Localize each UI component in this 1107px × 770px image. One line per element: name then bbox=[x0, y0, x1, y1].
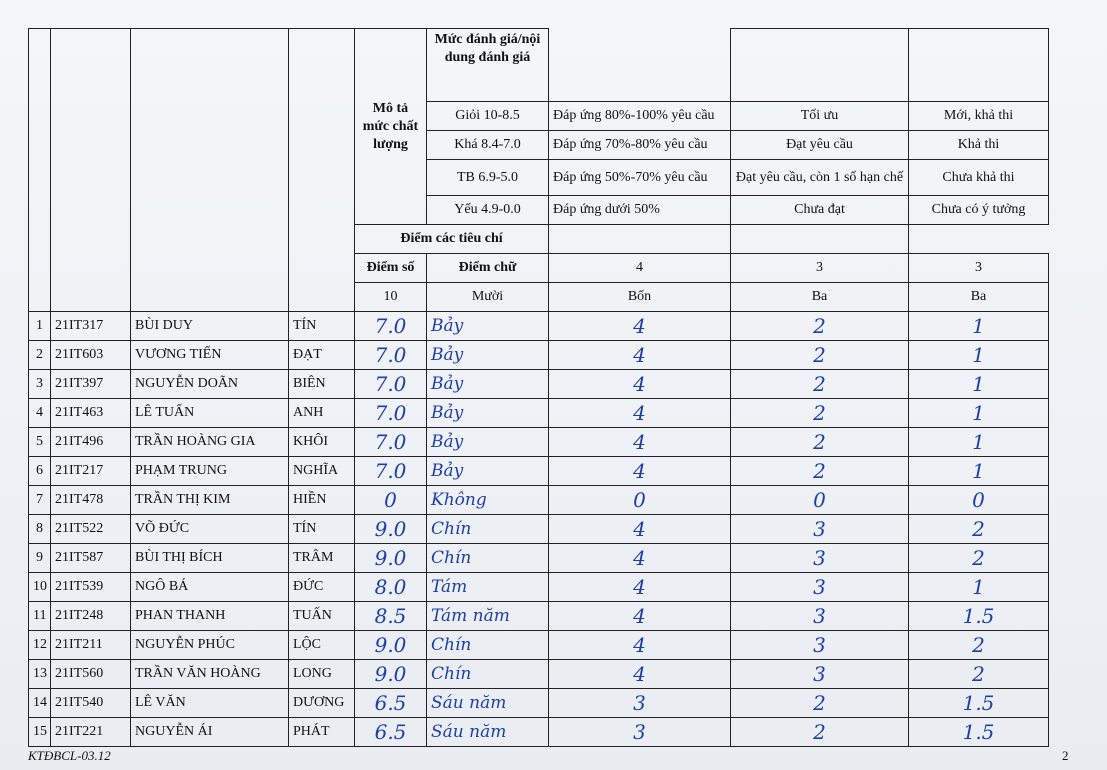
total-score: 7.0 bbox=[355, 370, 427, 399]
student-last-name: LÊ VĂN bbox=[131, 689, 289, 718]
criterion3-score: 1 bbox=[909, 399, 1049, 428]
criterion1-score: 4 bbox=[549, 631, 731, 660]
criterion3-max-word: Ba bbox=[909, 283, 1049, 312]
student-id: 21IT540 bbox=[51, 689, 131, 718]
level-feasibility: Khả thi bbox=[909, 131, 1049, 160]
header-blank-id bbox=[51, 29, 131, 312]
student-id: 21IT463 bbox=[51, 399, 131, 428]
criterion3-max: 3 bbox=[909, 254, 1049, 283]
criterion3-score: 2 bbox=[909, 631, 1049, 660]
student-row bbox=[29, 457, 1049, 486]
student-row bbox=[29, 689, 1049, 718]
student-last-name: VƯƠNG TIẾN bbox=[131, 341, 289, 370]
criterion2-score: 3 bbox=[731, 602, 909, 631]
level-grade: Khá 8.4-7.0 bbox=[427, 131, 549, 160]
level-optimization: Đạt yêu cầu, còn 1 số hạn chế bbox=[731, 160, 909, 196]
student-id: 21IT211 bbox=[51, 631, 131, 660]
level-grade: Giỏi 10-8.5 bbox=[427, 102, 549, 131]
student-first-name: PHÁT bbox=[289, 718, 355, 747]
score-in-words: Chín bbox=[427, 631, 549, 660]
student-index: 4 bbox=[29, 399, 51, 428]
quality-description-label: Mô tả mức chất lượng bbox=[355, 29, 427, 225]
header-blank-opt bbox=[731, 29, 909, 102]
student-row bbox=[29, 631, 1049, 660]
student-id: 21IT539 bbox=[51, 573, 131, 602]
criteria-title: Điểm các tiêu chí bbox=[355, 225, 549, 254]
criterion3-score: 1 bbox=[909, 428, 1049, 457]
student-first-name: DƯƠNG bbox=[289, 689, 355, 718]
grading-table bbox=[28, 28, 1049, 747]
criterion2-score: 3 bbox=[731, 631, 909, 660]
student-first-name: NGHĨA bbox=[289, 457, 355, 486]
score-in-words: Bảy bbox=[427, 341, 549, 370]
total-score: 9.0 bbox=[355, 515, 427, 544]
student-index: 8 bbox=[29, 515, 51, 544]
student-last-name: NGÔ BÁ bbox=[131, 573, 289, 602]
criterion1-score: 4 bbox=[549, 573, 731, 602]
criterion2-score: 2 bbox=[731, 689, 909, 718]
student-row bbox=[29, 718, 1049, 747]
student-row bbox=[29, 602, 1049, 631]
criterion1-score: 3 bbox=[549, 718, 731, 747]
criterion1-score: 4 bbox=[549, 341, 731, 370]
score-number-label: Điểm số bbox=[355, 254, 427, 283]
criterion2-max: 3 bbox=[731, 254, 909, 283]
level-optimization: Tối ưu bbox=[731, 102, 909, 131]
student-first-name: ANH bbox=[289, 399, 355, 428]
student-last-name: PHAN THANH bbox=[131, 602, 289, 631]
page-number: 2 bbox=[1062, 748, 1069, 763]
max-total-word: Mười bbox=[427, 283, 549, 312]
criterion1-score: 4 bbox=[549, 602, 731, 631]
criterion2-score: 3 bbox=[731, 573, 909, 602]
student-last-name: NGUYỄN DOÃN bbox=[131, 370, 289, 399]
criterion1-score: 4 bbox=[549, 399, 731, 428]
criterion1-max: 4 bbox=[549, 254, 731, 283]
student-first-name: TÍN bbox=[289, 515, 355, 544]
criterion2-score: 2 bbox=[731, 399, 909, 428]
total-score: 9.0 bbox=[355, 660, 427, 689]
student-index: 9 bbox=[29, 544, 51, 573]
assessment-title: Mức đánh giá/nội dung đánh giá bbox=[427, 29, 549, 102]
header-blank-req bbox=[549, 29, 731, 102]
header-blank-no bbox=[29, 29, 51, 312]
criteria-blank-2 bbox=[731, 225, 909, 254]
student-first-name: TÍN bbox=[289, 312, 355, 341]
criterion3-score: 1 bbox=[909, 370, 1049, 399]
level-requirement: Đáp ứng 70%-80% yêu cầu bbox=[549, 131, 731, 160]
total-score: 9.0 bbox=[355, 631, 427, 660]
student-first-name: ĐẠT bbox=[289, 341, 355, 370]
criteria-blank-1 bbox=[549, 225, 731, 254]
student-index: 11 bbox=[29, 602, 51, 631]
student-row bbox=[29, 341, 1049, 370]
student-id: 21IT397 bbox=[51, 370, 131, 399]
score-in-words: Tám bbox=[427, 573, 549, 602]
student-id: 21IT603 bbox=[51, 341, 131, 370]
score-in-words: Bảy bbox=[427, 312, 549, 341]
criterion3-score: 1 bbox=[909, 312, 1049, 341]
total-score: 7.0 bbox=[355, 341, 427, 370]
student-id: 21IT317 bbox=[51, 312, 131, 341]
student-row bbox=[29, 486, 1049, 515]
level-grade: Yếu 4.9-0.0 bbox=[427, 196, 549, 225]
criterion1-score: 0 bbox=[549, 486, 731, 515]
criterion3-score: 1.5 bbox=[909, 602, 1049, 631]
level-requirement: Đáp ứng 50%-70% yêu cầu bbox=[549, 160, 731, 196]
student-id: 21IT478 bbox=[51, 486, 131, 515]
criterion2-score: 3 bbox=[731, 544, 909, 573]
student-id: 21IT496 bbox=[51, 428, 131, 457]
score-in-words: Chín bbox=[427, 544, 549, 573]
student-index: 6 bbox=[29, 457, 51, 486]
criterion1-score: 4 bbox=[549, 370, 731, 399]
criterion1-score: 3 bbox=[549, 689, 731, 718]
criterion3-score: 2 bbox=[909, 544, 1049, 573]
score-in-words: Bảy bbox=[427, 457, 549, 486]
score-in-words: Bảy bbox=[427, 428, 549, 457]
total-score: 7.0 bbox=[355, 312, 427, 341]
level-optimization: Đạt yêu cầu bbox=[731, 131, 909, 160]
total-score: 7.0 bbox=[355, 457, 427, 486]
student-first-name: LONG bbox=[289, 660, 355, 689]
student-index: 15 bbox=[29, 718, 51, 747]
score-in-words: Bảy bbox=[427, 399, 549, 428]
criterion2-score: 2 bbox=[731, 457, 909, 486]
max-total-number: 10 bbox=[355, 283, 427, 312]
criterion2-score: 3 bbox=[731, 660, 909, 689]
criterion3-score: 1.5 bbox=[909, 718, 1049, 747]
score-in-words: Bảy bbox=[427, 370, 549, 399]
student-id: 21IT221 bbox=[51, 718, 131, 747]
student-first-name: TUẤN bbox=[289, 602, 355, 631]
criterion3-score: 2 bbox=[909, 660, 1049, 689]
criterion1-score: 4 bbox=[549, 660, 731, 689]
student-last-name: PHẠM TRUNG bbox=[131, 457, 289, 486]
score-in-words: Sáu năm bbox=[427, 718, 549, 747]
student-last-name: TRẦN THỊ KIM bbox=[131, 486, 289, 515]
student-row bbox=[29, 312, 1049, 341]
score-in-words: Không bbox=[427, 486, 549, 515]
student-last-name: NGUYỄN ÁI bbox=[131, 718, 289, 747]
score-in-words: Tám năm bbox=[427, 602, 549, 631]
student-index: 12 bbox=[29, 631, 51, 660]
criterion1-score: 4 bbox=[549, 515, 731, 544]
total-score: 8.0 bbox=[355, 573, 427, 602]
student-index: 7 bbox=[29, 486, 51, 515]
criterion1-score: 4 bbox=[549, 428, 731, 457]
student-row bbox=[29, 428, 1049, 457]
student-index: 2 bbox=[29, 341, 51, 370]
total-score: 7.0 bbox=[355, 399, 427, 428]
criterion1-max-word: Bốn bbox=[549, 283, 731, 312]
criterion2-score: 2 bbox=[731, 341, 909, 370]
student-last-name: VÕ ĐỨC bbox=[131, 515, 289, 544]
total-score: 7.0 bbox=[355, 428, 427, 457]
score-word-label: Điểm chữ bbox=[427, 254, 549, 283]
header-blank-feas bbox=[909, 29, 1049, 102]
criterion2-score: 2 bbox=[731, 428, 909, 457]
student-id: 21IT560 bbox=[51, 660, 131, 689]
student-id: 21IT587 bbox=[51, 544, 131, 573]
criterion2-score: 2 bbox=[731, 718, 909, 747]
student-last-name: BÙI DUY bbox=[131, 312, 289, 341]
criterion2-max-word: Ba bbox=[731, 283, 909, 312]
criterion1-score: 4 bbox=[549, 457, 731, 486]
student-last-name: NGUYỄN PHÚC bbox=[131, 631, 289, 660]
student-row bbox=[29, 370, 1049, 399]
total-score: 0 bbox=[355, 486, 427, 515]
criterion2-score: 0 bbox=[731, 486, 909, 515]
level-requirement: Đáp ứng dưới 50% bbox=[549, 196, 731, 225]
criterion3-score: 1 bbox=[909, 457, 1049, 486]
criterion1-score: 4 bbox=[549, 312, 731, 341]
student-first-name: TRÂM bbox=[289, 544, 355, 573]
student-id: 21IT248 bbox=[51, 602, 131, 631]
student-first-name: BIÊN bbox=[289, 370, 355, 399]
criterion2-score: 2 bbox=[731, 370, 909, 399]
student-index: 10 bbox=[29, 573, 51, 602]
student-last-name: LÊ TUẤN bbox=[131, 399, 289, 428]
student-first-name: LỘC bbox=[289, 631, 355, 660]
criterion3-score: 1 bbox=[909, 341, 1049, 370]
total-score: 9.0 bbox=[355, 544, 427, 573]
level-feasibility: Mới, khả thi bbox=[909, 102, 1049, 131]
criterion3-score: 1 bbox=[909, 573, 1049, 602]
student-index: 13 bbox=[29, 660, 51, 689]
student-id: 21IT217 bbox=[51, 457, 131, 486]
student-index: 1 bbox=[29, 312, 51, 341]
score-in-words: Sáu năm bbox=[427, 689, 549, 718]
student-row bbox=[29, 399, 1049, 428]
student-last-name: BÙI THỊ BÍCH bbox=[131, 544, 289, 573]
student-index: 14 bbox=[29, 689, 51, 718]
header-row-title bbox=[29, 29, 1049, 102]
header-blank-firstname bbox=[289, 29, 355, 312]
level-requirement: Đáp ứng 80%-100% yêu cầu bbox=[549, 102, 731, 131]
level-grade: TB 6.9-5.0 bbox=[427, 160, 549, 196]
criterion2-score: 3 bbox=[731, 515, 909, 544]
level-feasibility: Chưa khả thi bbox=[909, 160, 1049, 196]
student-index: 3 bbox=[29, 370, 51, 399]
criterion3-score: 0 bbox=[909, 486, 1049, 515]
criterion3-score: 2 bbox=[909, 515, 1049, 544]
student-index: 5 bbox=[29, 428, 51, 457]
score-in-words: Chín bbox=[427, 660, 549, 689]
header-blank-lastname bbox=[131, 29, 289, 312]
total-score: 8.5 bbox=[355, 602, 427, 631]
student-row bbox=[29, 660, 1049, 689]
level-feasibility: Chưa có ý tưởng bbox=[909, 196, 1049, 225]
level-optimization: Chưa đạt bbox=[731, 196, 909, 225]
total-score: 6.5 bbox=[355, 689, 427, 718]
score-in-words: Chín bbox=[427, 515, 549, 544]
criterion2-score: 2 bbox=[731, 312, 909, 341]
total-score: 6.5 bbox=[355, 718, 427, 747]
student-first-name: KHÔI bbox=[289, 428, 355, 457]
student-last-name: TRẦN HOÀNG GIA bbox=[131, 428, 289, 457]
student-row bbox=[29, 515, 1049, 544]
form-code: KTĐBCL-03.12 bbox=[28, 748, 111, 763]
student-last-name: TRẦN VĂN HOÀNG bbox=[131, 660, 289, 689]
student-id: 21IT522 bbox=[51, 515, 131, 544]
criterion3-score: 1.5 bbox=[909, 689, 1049, 718]
criterion1-score: 4 bbox=[549, 544, 731, 573]
student-row bbox=[29, 573, 1049, 602]
student-row bbox=[29, 544, 1049, 573]
student-first-name: HIỀN bbox=[289, 486, 355, 515]
student-first-name: ĐỨC bbox=[289, 573, 355, 602]
